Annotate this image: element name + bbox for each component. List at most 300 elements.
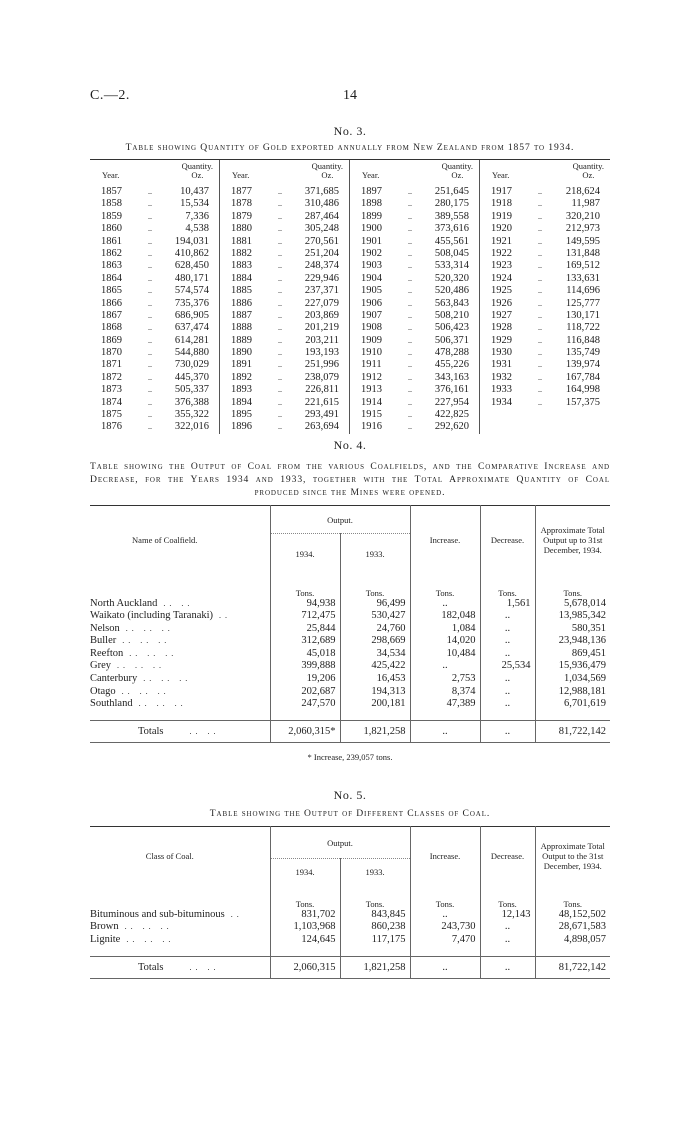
quantity-cell: 116,848 bbox=[566, 334, 600, 346]
year-header: Year. bbox=[362, 170, 380, 180]
table5-number: No. 5. bbox=[333, 788, 367, 802]
units-spacer bbox=[90, 885, 270, 909]
leader-dots: .. bbox=[408, 360, 412, 370]
quantity-cell: 506,371 bbox=[434, 334, 469, 346]
totals-label: Totals bbox=[138, 726, 164, 738]
coalfield-name bbox=[90, 660, 270, 673]
row-label: Nelson bbox=[90, 622, 120, 634]
quantity-cell: 218,624 bbox=[565, 186, 600, 197]
leader-dots: .. bbox=[148, 248, 152, 258]
totals-1933: 1,821,258 bbox=[340, 721, 410, 743]
coalfield-name bbox=[90, 934, 270, 947]
table-row bbox=[350, 298, 479, 310]
table-row bbox=[90, 335, 219, 347]
gold-export-table bbox=[90, 159, 610, 434]
document-code: C.—2. bbox=[90, 88, 130, 103]
year-cell: 1898 bbox=[361, 198, 382, 210]
table5-header-1934: 1934. bbox=[270, 859, 340, 885]
row-label: Grey bbox=[90, 660, 111, 672]
year-cell: 1929 bbox=[491, 334, 512, 346]
year-cell: 1921 bbox=[491, 235, 512, 247]
year-cell: 1894 bbox=[231, 396, 252, 408]
units-row bbox=[90, 574, 610, 598]
year-cell: 1876 bbox=[101, 421, 122, 433]
year-cell: 1910 bbox=[361, 347, 382, 359]
year-cell: 1869 bbox=[101, 334, 122, 346]
table-row bbox=[480, 223, 610, 235]
spacer-cell bbox=[535, 946, 610, 956]
decrease-cell: .. bbox=[480, 610, 535, 623]
leader-dots: .. bbox=[278, 422, 282, 432]
year-cell: 1870 bbox=[101, 347, 122, 359]
year-cell: 1859 bbox=[101, 210, 122, 222]
spacer-cell bbox=[410, 711, 480, 721]
row-label: Canterbury bbox=[90, 673, 138, 685]
year-cell: 1916 bbox=[361, 421, 382, 433]
leader-dots: .. bbox=[148, 372, 152, 382]
quantity-cell: 227,954 bbox=[434, 396, 469, 408]
output-1934-cell: 712,475 bbox=[270, 610, 340, 623]
table5-header-1933: 1933. bbox=[340, 859, 410, 885]
year-cell: 1873 bbox=[101, 384, 122, 396]
gold-column bbox=[350, 160, 480, 434]
quantity-cell: 149,595 bbox=[565, 235, 600, 247]
quantity-cell: 310,486 bbox=[304, 198, 339, 210]
table-row bbox=[90, 372, 219, 384]
leader-dots: .. bbox=[278, 323, 282, 333]
quantity-cell: 251,645 bbox=[434, 186, 469, 197]
leader-dots: .. bbox=[538, 211, 542, 221]
table-row bbox=[480, 384, 610, 396]
row-label: Reefton bbox=[90, 647, 124, 659]
coalfield-name bbox=[90, 648, 270, 661]
year-cell: 1897 bbox=[361, 186, 382, 197]
quantity-cell: 637,474 bbox=[174, 322, 209, 334]
gold-column-header bbox=[90, 160, 219, 186]
table4-number: No. 4. bbox=[333, 438, 367, 452]
quantity-cell: 167,784 bbox=[565, 371, 600, 383]
leader-dots: .. bbox=[148, 323, 152, 333]
increase-cell: 182,048 bbox=[410, 610, 480, 623]
table-row bbox=[90, 921, 610, 934]
leader-dots: .. bbox=[538, 348, 542, 358]
output-1934-cell: 202,687 bbox=[270, 686, 340, 699]
quantity-cell: 371,685 bbox=[304, 186, 339, 197]
table3-number: No. 3. bbox=[333, 124, 367, 138]
year-cell: 1885 bbox=[231, 285, 252, 297]
year-cell: 1904 bbox=[361, 272, 382, 284]
coalfield-name bbox=[90, 909, 270, 922]
table4-header-name: Name of Coalfield. bbox=[90, 506, 270, 574]
year-cell: 1905 bbox=[361, 285, 382, 297]
year-cell: 1883 bbox=[231, 260, 252, 272]
table-row bbox=[480, 186, 610, 198]
quantity-cell: 169,512 bbox=[565, 260, 600, 272]
table-row bbox=[220, 421, 349, 433]
quantity-cell: 322,016 bbox=[174, 421, 209, 433]
table-row bbox=[220, 384, 349, 396]
spacer-cell bbox=[270, 711, 340, 721]
leader-dots: .. bbox=[278, 372, 282, 382]
table-row bbox=[90, 384, 219, 396]
spacer-cell bbox=[535, 711, 610, 721]
quantity-cell: 287,464 bbox=[304, 210, 339, 222]
table-row bbox=[350, 186, 479, 198]
table-row bbox=[480, 260, 610, 272]
leader-dots: .. bbox=[538, 199, 542, 209]
totals-decrease: .. bbox=[480, 721, 535, 743]
quantity-cell: 686,905 bbox=[174, 309, 209, 321]
leader-dots: .. bbox=[408, 372, 412, 382]
totals-increase: .. bbox=[410, 956, 480, 978]
quantity-unit: Oz. bbox=[321, 170, 334, 180]
row-label: Lignite bbox=[90, 933, 121, 945]
decrease-cell: .. bbox=[480, 673, 535, 686]
year-cell: 1886 bbox=[231, 297, 252, 309]
leader-dots: .. bbox=[278, 211, 282, 221]
year-cell: 1877 bbox=[231, 186, 252, 197]
leader-dots: .. bbox=[278, 310, 282, 320]
leader-dots: .. bbox=[278, 187, 282, 196]
quantity-cell: 133,631 bbox=[565, 272, 600, 284]
quantity-unit: Oz. bbox=[451, 170, 464, 180]
year-cell: 1915 bbox=[361, 409, 382, 421]
table-row bbox=[480, 236, 610, 248]
unit-label: Tons. bbox=[563, 898, 583, 909]
leader-dots: .. bbox=[538, 298, 542, 308]
year-cell: 1895 bbox=[231, 409, 252, 421]
table-row bbox=[480, 372, 610, 384]
total-output-cell: 1,034,569 bbox=[564, 673, 606, 685]
table-row bbox=[480, 347, 610, 359]
quantity-cell: 125,777 bbox=[565, 297, 600, 309]
year-cell: 1902 bbox=[361, 247, 382, 259]
leader-dots: .. bbox=[148, 261, 152, 271]
output-1933-cell: 843,845 bbox=[340, 909, 410, 922]
output-1933-cell: 860,238 bbox=[340, 921, 410, 934]
year-cell: 1925 bbox=[491, 285, 512, 297]
leader-dots: .. bbox=[538, 360, 542, 370]
table-row bbox=[90, 310, 219, 322]
year-cell: 1896 bbox=[231, 421, 252, 433]
row-label: Otago bbox=[90, 685, 116, 697]
quantity-cell: 4,538 bbox=[185, 223, 209, 235]
table-row bbox=[90, 660, 610, 673]
year-cell: 1922 bbox=[491, 247, 512, 259]
table-row bbox=[90, 397, 219, 409]
year-cell: 1913 bbox=[361, 384, 382, 396]
year-cell: 1868 bbox=[101, 322, 122, 334]
leader-dots: .. bbox=[408, 236, 412, 246]
table-row bbox=[90, 421, 219, 433]
quantity-cell: 422,825 bbox=[434, 409, 469, 421]
quantity-unit: Oz. bbox=[582, 170, 595, 180]
quantity-cell: 248,374 bbox=[304, 260, 339, 272]
total-output-cell: 23,948,136 bbox=[558, 635, 606, 647]
year-cell: 1927 bbox=[491, 309, 512, 321]
row-label: Bituminous and sub-bituminous bbox=[90, 908, 225, 920]
leader-dots: .. bbox=[278, 236, 282, 246]
leader-dots: .. bbox=[408, 199, 412, 209]
leader-dots: .. bbox=[148, 360, 152, 370]
table-row bbox=[350, 372, 479, 384]
totals-total: 81,722,142 bbox=[558, 961, 606, 973]
year-cell: 1878 bbox=[231, 198, 252, 210]
table-row bbox=[90, 186, 219, 198]
quantity-unit: Oz. bbox=[191, 170, 204, 180]
year-cell: 1860 bbox=[101, 223, 122, 235]
unit-label: Tons. bbox=[410, 574, 480, 598]
page-number: 14 bbox=[343, 88, 357, 103]
leader-dots: .. .. .. bbox=[111, 661, 165, 671]
table5-header-output: Output. bbox=[270, 827, 410, 859]
table5-title: Table showing the Output of Different Classes of Coal. bbox=[209, 808, 491, 819]
table-row bbox=[90, 260, 219, 272]
leader-dots: .. bbox=[278, 286, 282, 296]
year-cell: 1890 bbox=[231, 347, 252, 359]
table-row bbox=[480, 198, 610, 210]
year-cell: 1931 bbox=[491, 359, 512, 371]
quantity-cell: 455,226 bbox=[434, 359, 469, 371]
table-row bbox=[90, 598, 610, 611]
leader-dots: .. bbox=[408, 385, 412, 395]
table-row bbox=[350, 384, 479, 396]
leader-dots: .. bbox=[408, 211, 412, 221]
increase-cell: 2,753 bbox=[410, 673, 480, 686]
quantity-cell: 157,375 bbox=[565, 396, 600, 408]
quantity-cell: 212,973 bbox=[565, 223, 600, 235]
output-1933-cell: 194,313 bbox=[340, 686, 410, 699]
quantity-cell: 139,974 bbox=[565, 359, 600, 371]
increase-cell: 10,484 bbox=[410, 648, 480, 661]
quantity-cell: 201,219 bbox=[304, 322, 339, 334]
quantity-cell: 508,045 bbox=[434, 247, 469, 259]
leader-dots: .. bbox=[148, 348, 152, 358]
quantity-cell: 628,450 bbox=[174, 260, 209, 272]
table3-title: Table showing Quantity of Gold exported annually from New Zealand from 1857 to 1934. bbox=[125, 142, 575, 153]
output-1933-cell: 530,427 bbox=[340, 610, 410, 623]
unit-label: Tons. bbox=[340, 885, 410, 909]
quantity-cell: 445,370 bbox=[174, 371, 209, 383]
leader-dots: .. bbox=[278, 248, 282, 258]
quantity-cell: 410,862 bbox=[174, 247, 209, 259]
quantity-cell: 193,193 bbox=[304, 347, 339, 359]
total-output-cell: 12,988,181 bbox=[558, 685, 606, 697]
table-row bbox=[350, 260, 479, 272]
quantity-cell: 118,722 bbox=[566, 322, 600, 334]
quantity-cell: 227,079 bbox=[304, 297, 339, 309]
quantity-cell: 164,998 bbox=[565, 384, 600, 396]
table-row bbox=[480, 298, 610, 310]
quantity-header bbox=[442, 162, 473, 180]
year-cell: 1918 bbox=[491, 198, 512, 210]
quantity-cell: 455,561 bbox=[434, 235, 469, 247]
quantity-cell: 520,320 bbox=[434, 272, 469, 284]
output-1934-cell: 19,206 bbox=[270, 673, 340, 686]
table4-title: Table showing the Output of Coal from the various Coalfields, and the Comparative Increase and Decrease, for the Years 1934 and 1933, together with the Total Approximate Quantity of Coal produced since the Mines were opened. bbox=[90, 461, 610, 498]
quantity-cell: 10,437 bbox=[180, 186, 209, 197]
gold-column bbox=[220, 160, 350, 434]
leader-dots: .. .. .. bbox=[120, 934, 175, 944]
output-1933-cell: 24,760 bbox=[340, 623, 410, 636]
table-row bbox=[90, 909, 610, 922]
quantity-cell: 130,171 bbox=[565, 309, 600, 321]
leader-dots: .. bbox=[538, 385, 542, 395]
table-row bbox=[90, 223, 219, 235]
spacer-row bbox=[90, 711, 610, 721]
year-cell: 1903 bbox=[361, 260, 382, 272]
leader-dots: .. bbox=[538, 248, 542, 258]
unit-label: Tons. bbox=[480, 885, 535, 909]
output-1934-cell: 247,570 bbox=[270, 698, 340, 711]
table4-header-decrease: Decrease. bbox=[480, 506, 535, 574]
table4-header-total: Approximate Total Output up to 31st December, 1934. bbox=[540, 524, 605, 555]
leader-dots: .. .. .. bbox=[119, 623, 174, 633]
year-cell: 1864 bbox=[101, 272, 122, 284]
quantity-cell: 15,534 bbox=[180, 198, 209, 210]
increase-cell: 1,084 bbox=[410, 623, 480, 636]
table-row bbox=[90, 673, 610, 686]
leader-dots: .. bbox=[148, 199, 152, 209]
table-row bbox=[480, 248, 610, 260]
table-row bbox=[220, 322, 349, 334]
coalfield-output-table bbox=[90, 505, 610, 743]
total-output-cell: 4,898,057 bbox=[564, 933, 606, 945]
leader-dots: .. bbox=[278, 261, 282, 271]
quantity-cell: 508,210 bbox=[434, 309, 469, 321]
leader-dots: .. bbox=[408, 273, 412, 283]
table-row bbox=[480, 273, 610, 285]
year-cell: 1923 bbox=[491, 260, 512, 272]
leader-dots: .. bbox=[148, 187, 152, 196]
quantity-cell: 11,987 bbox=[571, 198, 600, 210]
year-cell: 1866 bbox=[101, 297, 122, 309]
quantity-cell: 238,079 bbox=[304, 371, 339, 383]
table-row bbox=[220, 198, 349, 210]
total-output-cell: 6,701,619 bbox=[564, 698, 606, 710]
year-cell: 1930 bbox=[491, 347, 512, 359]
quantity-cell: 355,322 bbox=[174, 409, 209, 421]
leader-dots: .. .. .. bbox=[116, 636, 171, 646]
table-row bbox=[220, 359, 349, 371]
unit-label: Tons. bbox=[270, 574, 340, 598]
coalfield-name bbox=[90, 635, 270, 648]
table-row bbox=[220, 186, 349, 198]
leader-dots: .. bbox=[148, 273, 152, 283]
decrease-cell: .. bbox=[480, 648, 535, 661]
year-cell: 1901 bbox=[361, 235, 382, 247]
table-row bbox=[90, 211, 219, 223]
leader-dots: .. bbox=[148, 385, 152, 395]
quantity-header bbox=[573, 162, 604, 180]
unit-label: Tons. bbox=[480, 574, 535, 598]
decrease-cell: 1,561 bbox=[480, 598, 535, 611]
row-label: Buller bbox=[90, 635, 117, 647]
leader-dots: .. bbox=[408, 286, 412, 296]
year-header: Year. bbox=[492, 170, 510, 180]
leader-dots: .. bbox=[278, 273, 282, 283]
year-cell: 1909 bbox=[361, 334, 382, 346]
quantity-cell: 280,175 bbox=[434, 198, 469, 210]
year-cell: 1900 bbox=[361, 223, 382, 235]
output-1933-cell: 96,499 bbox=[340, 598, 410, 611]
decrease-cell: .. bbox=[480, 686, 535, 699]
leader-dots: .. bbox=[408, 310, 412, 320]
leader-dots: .. bbox=[278, 335, 282, 345]
quantity-cell: 293,491 bbox=[304, 409, 339, 421]
decrease-cell: .. bbox=[480, 635, 535, 648]
totals-row bbox=[90, 721, 610, 743]
quantity-cell: 376,388 bbox=[174, 396, 209, 408]
quantity-cell: 389,558 bbox=[434, 210, 469, 222]
quantity-cell: 7,336 bbox=[185, 210, 209, 222]
leader-dots: .. bbox=[213, 611, 232, 621]
quantity-cell: 730,029 bbox=[174, 359, 209, 371]
total-output-cell: 580,351 bbox=[571, 622, 606, 634]
year-cell: 1933 bbox=[491, 384, 512, 396]
leader-dots: .. .. .. bbox=[123, 648, 178, 658]
totals-label: Totals bbox=[138, 961, 164, 973]
year-cell: 1857 bbox=[101, 186, 122, 197]
leader-dots: .. bbox=[148, 410, 152, 420]
unit-label: Tons. bbox=[270, 885, 340, 909]
leader-dots: .. bbox=[538, 323, 542, 333]
leader-dots: .. bbox=[148, 211, 152, 221]
table-row bbox=[220, 347, 349, 359]
year-cell: 1862 bbox=[101, 247, 122, 259]
year-cell: 1919 bbox=[491, 210, 512, 222]
table-row bbox=[220, 335, 349, 347]
coalfield-name bbox=[90, 673, 270, 686]
table5-header-decrease: Decrease. bbox=[480, 827, 535, 885]
leader-dots: .. bbox=[408, 187, 412, 196]
year-cell: 1888 bbox=[231, 322, 252, 334]
totals-decrease: .. bbox=[480, 956, 535, 978]
leader-dots: .. bbox=[278, 397, 282, 407]
year-cell: 1917 bbox=[491, 186, 512, 197]
table-row bbox=[90, 248, 219, 260]
unit-label: Tons. bbox=[563, 587, 583, 598]
coalfield-name bbox=[90, 698, 270, 711]
output-1934-cell: 124,645 bbox=[270, 934, 340, 947]
total-output-cell: 28,671,583 bbox=[558, 921, 606, 933]
leader-dots: .. bbox=[278, 360, 282, 370]
table-row bbox=[350, 223, 479, 235]
output-1933-cell: 117,175 bbox=[340, 934, 410, 947]
quantity-cell: 226,811 bbox=[305, 384, 339, 396]
table-row bbox=[350, 285, 479, 297]
decrease-cell: .. bbox=[480, 698, 535, 711]
year-cell: 1863 bbox=[101, 260, 122, 272]
year-cell: 1911 bbox=[361, 359, 382, 371]
year-cell: 1928 bbox=[491, 322, 512, 334]
leader-dots: .. .. .. bbox=[115, 686, 170, 696]
quantity-cell: 544,880 bbox=[174, 347, 209, 359]
year-cell: 1872 bbox=[101, 371, 122, 383]
year-cell: 1920 bbox=[491, 223, 512, 235]
year-cell: 1880 bbox=[231, 223, 252, 235]
quantity-cell: 229,946 bbox=[304, 272, 339, 284]
gold-column-header bbox=[350, 160, 479, 186]
unit-label: Tons. bbox=[340, 574, 410, 598]
total-output-cell: 13,985,342 bbox=[558, 610, 606, 622]
leader-dots: .. bbox=[224, 909, 243, 919]
table-row bbox=[220, 260, 349, 272]
spacer-row bbox=[90, 946, 610, 956]
table-row bbox=[220, 310, 349, 322]
year-cell: 1912 bbox=[361, 371, 382, 383]
spacer-cell bbox=[480, 946, 535, 956]
